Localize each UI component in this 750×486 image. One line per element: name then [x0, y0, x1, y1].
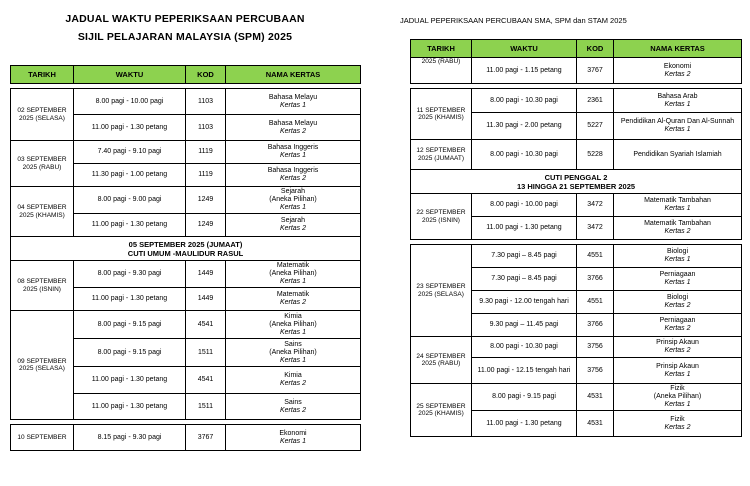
paper-number: Kertas 2: [279, 380, 307, 387]
time-cell: 8.00 pagi - 9.15 pagi: [74, 311, 186, 339]
code-cell: 5227: [577, 113, 614, 140]
paper-number: Kertas 1: [279, 356, 307, 364]
code-cell: 4531: [577, 384, 614, 411]
paper-cell: [226, 115, 361, 141]
time-cell: 8.00 pagi - 9.15 pagi: [472, 384, 577, 411]
paper-number: Kertas 2: [279, 175, 307, 182]
left-title-line2: SIJIL PELAJARAN MALAYSIA (SPM) 2025: [77, 31, 293, 43]
subject-name: Ekonomi: [663, 62, 692, 70]
subject-name: Biologi: [666, 248, 688, 255]
subject-name: Bahasa Melayu: [268, 93, 318, 101]
paper-cell: [226, 367, 361, 394]
paper-number: Kertas 2: [664, 228, 691, 235]
paper-cell: [614, 384, 742, 411]
paper-cell: [614, 314, 742, 337]
subject-name: Pendidikan Syariah Islamiah: [633, 150, 722, 158]
time-cell: 11.30 pagi - 1.00 petang: [74, 164, 186, 187]
code-cell: 4541: [186, 367, 226, 394]
code-cell: 1511: [186, 394, 226, 420]
table-row: [411, 384, 742, 411]
code-cell: 3767: [577, 58, 614, 84]
subject-name: Sains: [284, 340, 302, 348]
subject-name: Kimia: [284, 372, 302, 379]
paper-cell: [614, 113, 742, 140]
paper-cell: [614, 140, 742, 170]
code-cell: 4541: [186, 311, 226, 339]
paper-number: Kertas 2: [664, 325, 691, 332]
holiday-label: CUTI UMUM -MAULIDUR RASUL: [127, 248, 244, 258]
code-cell: 1103: [186, 89, 226, 115]
paper-number: Kertas 2: [664, 70, 691, 78]
date-cell: 08 SEPTEMBER 2025 (ISNIN): [11, 261, 74, 311]
paper-number: Kertas 2: [279, 225, 307, 232]
table-row: [411, 337, 742, 358]
paper-number: Kertas 1: [664, 279, 691, 286]
subject-name: Prinsip Akaun: [656, 339, 699, 346]
subject-name: Pendidikan Al-Quran Dan Al-Sunnah: [620, 118, 735, 125]
code-cell: 4531: [577, 411, 614, 437]
table-row: [411, 194, 742, 217]
subject-name: Prinsip Akaun: [656, 362, 699, 370]
code-cell: 3766: [577, 314, 614, 337]
header-waktu: WAKTU: [472, 40, 577, 58]
paper-cell: [614, 268, 742, 291]
code-cell: 1249: [186, 187, 226, 214]
code-cell: 1511: [186, 339, 226, 367]
paper-number: Kertas 2: [664, 347, 691, 354]
paper-number: Kertas 1: [664, 370, 691, 378]
holiday-row: [11, 237, 361, 261]
header-nama-kertas: NAMA KERTAS: [614, 40, 742, 58]
header-tarikh: TARIKH: [11, 66, 74, 84]
subject-name: Bahasa Inggeris: [267, 144, 319, 151]
paper-cell: [226, 394, 361, 420]
code-cell: 1249: [186, 214, 226, 237]
time-cell: 8.00 pagi - 10.30 pagi: [472, 337, 577, 358]
code-cell: 1103: [186, 115, 226, 141]
subject-variant: (Aneka Pilihan): [269, 270, 317, 277]
subject-name: Sains: [284, 398, 302, 406]
paper-cell: [614, 337, 742, 358]
table-row: [11, 89, 361, 115]
paper-number: Kertas 2: [664, 302, 691, 309]
time-cell: 11.30 pagi - 2.00 petang: [472, 113, 577, 140]
header-kod: KOD: [577, 40, 614, 58]
time-cell: 11.00 pagi - 1.30 petang: [74, 394, 186, 420]
paper-cell: [226, 164, 361, 187]
paper-number: Kertas 1: [664, 401, 691, 408]
table-row: [11, 425, 361, 451]
paper-cell: [614, 58, 742, 84]
table-row: [411, 245, 742, 268]
left-schedule-table: [10, 65, 361, 451]
date-cell: 04 SEPTEMBER 2025 (KHAMIS): [11, 187, 74, 237]
paper-number: Kertas 1: [279, 101, 307, 109]
subject-name: Ekonomi: [279, 429, 307, 437]
date-cell: 12 SEPTEMBER 2025 (JUMAAT): [411, 140, 472, 170]
time-cell: 11.00 pagi - 12.15 tengah hari: [472, 358, 577, 384]
paper-cell: [226, 141, 361, 164]
header-row: [11, 66, 361, 84]
date-cell: 03 SEPTEMBER 2025 (RABU): [11, 141, 74, 187]
paper-number: Kertas 1: [664, 256, 691, 263]
date-cell: 09 SEPTEMBER 2025 (SELASA): [11, 311, 74, 420]
time-cell: 11.00 pagi - 1.30 petang: [74, 115, 186, 141]
subject-variant: (Aneka Pilihan): [269, 348, 317, 356]
time-cell: 8.00 pagi - 9.00 pagi: [74, 187, 186, 214]
time-cell: 7.40 pagi - 9.10 pagi: [74, 141, 186, 164]
date-cell: 23 SEPTEMBER 2025 (SELASA): [411, 245, 472, 337]
table-row: [11, 141, 361, 164]
paper-number: Kertas 1: [279, 278, 307, 285]
right-title: JADUAL PEPERIKSAAN PERCUBAAN SMA, SPM dan STAM 2025: [400, 16, 627, 25]
paper-cell: [226, 89, 361, 115]
code-cell: 1119: [186, 141, 226, 164]
paper-cell: [226, 288, 361, 311]
table-row: [411, 89, 742, 113]
code-cell: 3756: [577, 337, 614, 358]
time-cell: 11.00 pagi - 1.30 petang: [472, 217, 577, 240]
table-row: [11, 311, 361, 339]
paper-number: Kertas 1: [664, 100, 691, 108]
paper-cell: [226, 261, 361, 288]
paper-cell: [614, 411, 742, 437]
time-cell: 9.30 pagi – 11.45 pagi: [472, 314, 577, 337]
date-cell: 2025 (RABU): [411, 58, 472, 84]
subject-name: Matematik: [276, 262, 310, 269]
code-cell: 1449: [186, 288, 226, 311]
table-row: [411, 140, 742, 170]
time-cell: 11.00 pagi - 1.30 petang: [472, 411, 577, 437]
subject-name: Matematik Tambahan: [644, 197, 711, 204]
code-cell: 4551: [577, 245, 614, 268]
header-row: [411, 40, 742, 58]
paper-number: Kertas 1: [664, 126, 691, 133]
code-cell: 5228: [577, 140, 614, 170]
subject-name: Sejarah: [280, 188, 306, 195]
subject-name: Biologi: [666, 294, 688, 301]
paper-cell: [226, 339, 361, 367]
date-cell: 22 SEPTEMBER 2025 (ISNIN): [411, 194, 472, 240]
paper-number: Kertas 1: [279, 204, 307, 211]
paper-number: Kertas 1: [664, 205, 691, 212]
subject-variant: (Aneka Pilihan): [269, 196, 317, 203]
paper-number: Kertas 2: [664, 423, 691, 431]
left-title-line1: JADUAL WAKTU PEPERIKSAAN PERCUBAAN: [65, 13, 305, 25]
paper-cell: [614, 217, 742, 240]
paper-cell: [614, 245, 742, 268]
time-cell: 8.00 pagi - 10.30 pagi: [472, 89, 577, 113]
holiday-row: [411, 170, 742, 194]
time-cell: 8.00 pagi - 9.30 pagi: [74, 261, 186, 288]
subject-name: Matematik: [276, 291, 310, 298]
code-cell: 3472: [577, 194, 614, 217]
paper-cell: [226, 311, 361, 339]
date-cell: 02 SEPTEMBER 2025 (SELASA): [11, 89, 74, 141]
code-cell: 4551: [577, 291, 614, 314]
paper-number: Kertas 2: [279, 299, 307, 306]
code-cell: 2361: [577, 89, 614, 113]
paper-cell: [226, 214, 361, 237]
time-cell: 11.00 pagi - 1.30 petang: [74, 367, 186, 394]
header-waktu: WAKTU: [74, 66, 186, 84]
date-cell: 25 SEPTEMBER 2025 (KHAMIS): [411, 384, 472, 437]
paper-number: Kertas 1: [279, 328, 307, 336]
code-cell: 1449: [186, 261, 226, 288]
subject-variant: (Aneka Pilihan): [653, 393, 702, 400]
date-cell: 11 SEPTEMBER 2025 (KHAMIS): [411, 89, 472, 140]
time-cell: 9.30 pagi - 12.00 tengah hari: [472, 291, 577, 314]
holiday-date: 13 HINGGA 21 SEPTEMBER 2025: [516, 181, 636, 191]
subject-name: Perniagaan: [659, 317, 696, 324]
time-cell: 7.30 pagi – 8.45 pagi: [472, 245, 577, 268]
paper-number: Kertas 1: [279, 437, 307, 445]
table-row: [11, 261, 361, 288]
header-tarikh: TARIKH: [411, 40, 472, 58]
table-row: [11, 187, 361, 214]
subject-name: Fizik: [670, 415, 685, 423]
subject-name: Bahasa Inggeris: [267, 167, 319, 174]
time-cell: 8.00 pagi - 10.00 pagi: [472, 194, 577, 217]
time-cell: 11.00 pagi - 1.30 petang: [74, 288, 186, 311]
table-row: [411, 58, 742, 84]
time-cell: 11.00 pagi - 1.30 petang: [74, 214, 186, 237]
holiday-date: 05 SEPTEMBER 2025 (JUMAAT): [128, 239, 243, 249]
subject-variant: (Aneka Pilihan): [269, 320, 317, 328]
date-cell: 24 SEPTEMBER 2025 (RABU): [411, 337, 472, 384]
time-cell: 11.00 pagi - 1.15 petang: [472, 58, 577, 84]
holiday-cell: [11, 237, 361, 261]
code-cell: 3766: [577, 268, 614, 291]
paper-number: Kertas 1: [279, 152, 307, 159]
date-cell: 10 SEPTEMBER: [11, 425, 74, 451]
paper-cell: [614, 358, 742, 384]
holiday-cell: [411, 170, 742, 194]
subject-name: Kimia: [284, 312, 302, 320]
time-cell: 8.00 pagi - 10.00 pagi: [74, 89, 186, 115]
subject-name: Fizik: [670, 385, 685, 392]
header-kod: KOD: [186, 66, 226, 84]
subject-name: Perniagaan: [659, 271, 696, 278]
time-cell: 8.00 pagi - 9.15 pagi: [74, 339, 186, 367]
paper-cell: [614, 89, 742, 113]
holiday-label: CUTI PENGGAL 2: [544, 172, 608, 182]
paper-number: Kertas 2: [279, 406, 307, 414]
time-cell: 7.30 pagi – 8.45 pagi: [472, 268, 577, 291]
paper-cell: [226, 187, 361, 214]
paper-number: Kertas 2: [279, 127, 307, 135]
code-cell: 3472: [577, 217, 614, 240]
subject-name: Matematik Tambahan: [644, 220, 711, 227]
right-schedule-table: [410, 39, 742, 437]
subject-name: Sejarah: [280, 217, 306, 224]
code-cell: 3767: [186, 425, 226, 451]
header-nama-kertas: NAMA KERTAS: [226, 66, 361, 84]
code-cell: 3756: [577, 358, 614, 384]
time-cell: 8.15 pagi - 9.30 pagi: [74, 425, 186, 451]
paper-cell: [614, 194, 742, 217]
paper-cell: [226, 425, 361, 451]
subject-name: Bahasa Arab: [657, 92, 698, 100]
time-cell: 8.00 pagi - 10.30 pagi: [472, 140, 577, 170]
paper-cell: [614, 291, 742, 314]
code-cell: 1119: [186, 164, 226, 187]
subject-name: Bahasa Melayu: [268, 119, 318, 127]
